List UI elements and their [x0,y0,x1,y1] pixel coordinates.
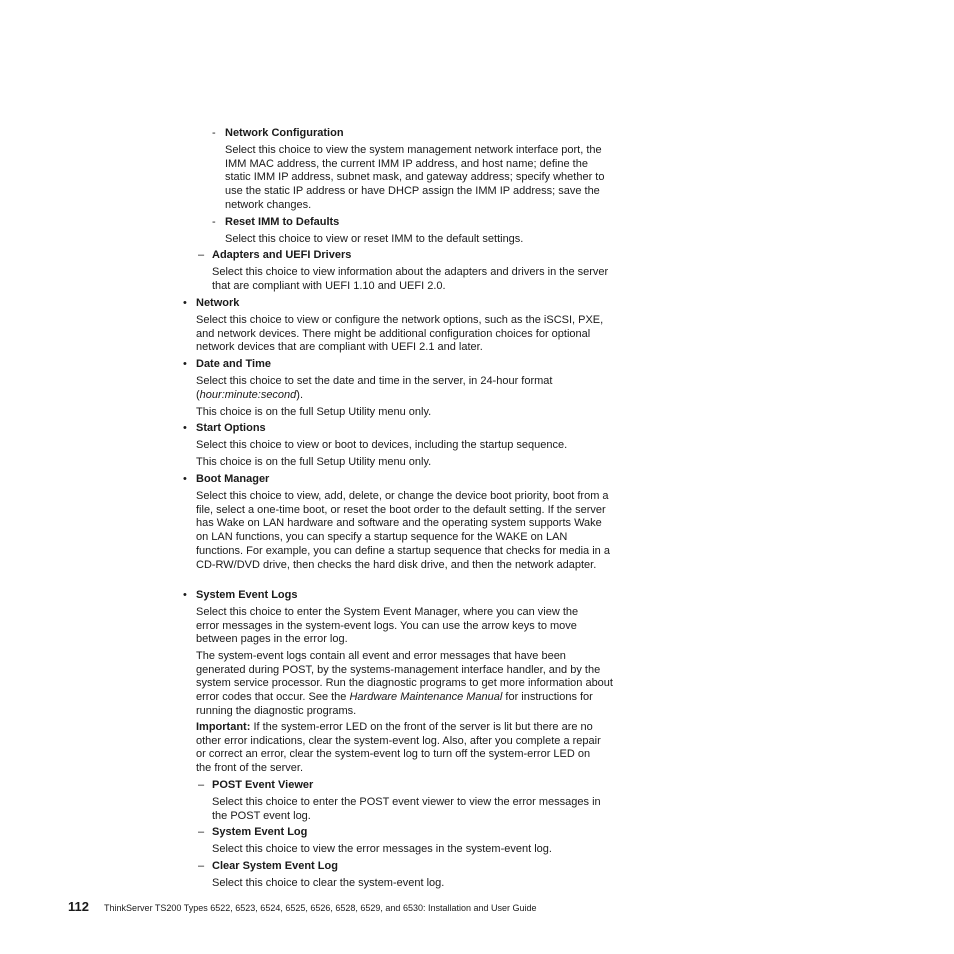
dash-marker: – [198,779,205,791]
description: Select this choice to set the date and time in the server, in 24-hour format (hour:minute:second). [196,375,553,401]
term-heading: System Event Logs [196,589,298,601]
term-heading: Adapters and UEFI Drivers [212,249,352,261]
dash-marker: – [198,249,205,261]
page-number: 112 [68,899,89,914]
description: Select this choice to view, add, delete, or change the device boot priority, boot from a file, select a one-time boot, or reset the boot order to the default setting. If the server has Wake on LAN hardware and software and the operating system supports Wake on LAN functions, you can specify a startup sequence for the WAKE on LAN functions. For example, you can define a startup sequence that checks for media in a CD-RW/DVD drive, then checks the hard disk drive, and then the network adapter. [196,490,610,571]
term-heading: POST Event Viewer [212,779,314,791]
description: Select this choice to view information about the adapters and drivers in the server that are compliant with UEFI 1.10 and UEFI 2.0. [212,266,609,292]
important-note: Important: If the system-error LED on the front of the server is lit but there are no other error indications, clear the system-event log. Also, after you complete a repair or correct an error, clear the system-event log to turn off the system-error LED on the front of the server. [196,721,601,775]
description: Select this choice to view the system management network interface port, the IMM MAC address, the current IMM IP address, and host name; define the static IMM IP address, subnet mask, and gateway address; specify whether to use the static IP address or have DHCP assign the IMM IP address; save the network changes. [225,144,605,211]
note: This choice is on the full Setup Utility menu only. [196,456,432,468]
description: Select this choice to view or boot to devices, including the startup sequence. [196,439,568,451]
term-heading: Network Configuration [225,127,344,139]
bullet-marker: • [183,589,187,601]
document-title: ThinkServer TS200 Types 6522, 6523, 6524, 6525, 6526, 6528, 6529, and 6530: Installation and User Guide [104,903,537,913]
bullet-marker: • [183,297,187,309]
dash-marker: – [198,826,205,838]
description: Select this choice to view or configure the network options, such as the iSCSI, PXE, and network devices. There might be additional configuration choices for optional network devices that are compliant with UEFI 2.1 and later. [196,314,604,354]
list-item-reset-imm [212,216,216,230]
term-heading: System Event Log [212,826,308,838]
bullet-marker: • [183,358,187,370]
term-heading: Date and Time [196,358,271,370]
term-heading: Start Options [196,422,266,434]
note: This choice is on the full Setup Utility menu only. [196,406,432,418]
term-heading: Boot Manager [196,473,270,485]
description: The system-event logs contain all event and error messages that have been generated during POST, by the systems-management interface handler, and by the system service processor. Run the diagnostic programs to get more information about error codes that occur. See the Hardware Maintenance Manual for instructions for running the diagnostic programs. [196,650,613,717]
description: Select this choice to enter the POST event viewer to view the error messages in the POST event log. [212,796,601,822]
list-item-adapters-uefi [198,249,204,263]
term-heading: Clear System Event Log [212,860,338,872]
dash-marker: - [212,127,216,139]
description: Select this choice to enter the System Event Manager, where you can view the error messages in the system-event logs. You can use the arrow keys to move between pages in the error log. [196,606,579,646]
description: Select this choice to view or reset IMM to the default settings. [225,233,524,245]
description: Select this choice to view the error messages in the system-event log. [212,843,552,855]
term-heading: Reset IMM to Defaults [225,216,340,228]
dash-marker: - [212,216,216,228]
bullet-marker: • [183,473,187,485]
list-item-network-configuration [212,127,216,141]
description: Select this choice to clear the system-event log. [212,877,445,889]
page-footer [68,900,537,916]
term-heading: Network [196,297,240,309]
dash-marker: – [198,860,205,872]
bullet-marker: • [183,422,187,434]
